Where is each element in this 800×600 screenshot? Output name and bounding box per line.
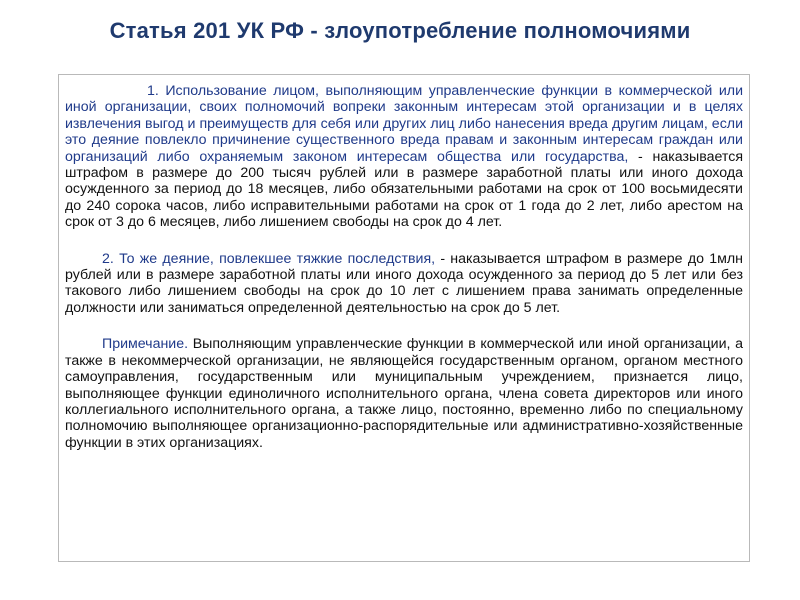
note-body: Выполняющим управленческие функции в коммерческой или иной организации, а также в некоммерческой организации, не являющейся государственным органом, органом местного самоуправления, государственным или муниципальным учреждением, признается лицо, выполняющее функции единоличного исполнительного органа, члена совета директоров или иного коллегиального исполнительного органа, а также лицо, постоянно, временно либо по специальному полномочию выполняющее организационно-распорядительные или административно-хозяйственные функции в этих организациях. — [65, 336, 743, 451]
part-2-sanction: - наказывается штрафом в размере до 1млн рублей или в размере заработной платы или иного дохода осужденного за период до 5 лет или без такового либо лишением свободы на срок до 10 лет с лишением права занимать определенные должности или заниматься определенной деятельностью на срок до 5 лет. — [65, 250, 743, 316]
paragraph-note — [65, 336, 743, 451]
article-text-box — [58, 74, 750, 562]
part-1-disposition: 1. Использование лицом, выполняющим управленческие функции в коммерческой или иной организации, своих полномочий вопреки законным интересам этой организации и в целях извлечения выгод и преимуществ для себя или других лиц либо нанесения вреда другим лицам, если это деяние повлекло причинение существенного вреда правам и законным интересам граждан или организаций либо охраняемым законом интересам общества или государства, — [65, 83, 743, 165]
part-2-disposition: 2. То же деяние, повлекшее тяжкие последствия, — [102, 250, 436, 267]
note-heading: Примечание. — [102, 336, 189, 353]
paragraph-part-1 — [65, 83, 743, 231]
slide-title: Статья 201 УК РФ - злоупотребление полномочиями — [109, 18, 691, 43]
part-1-sanction: - наказывается штрафом в размере до 200 тысяч рублей или в размере заработной платы или иного дохода осужденного за период до 18 месяцев, либо обязательными работами на срок от 100 восьмидесяти до 240 сорока часов, либо исправительными работами на срок от 1 года до 2 лет, либо арестом на срок от 3 до 6 месяцев, либо лишением свободы на срок до 4 лет. — [65, 148, 743, 231]
paragraph-part-2 — [65, 251, 743, 317]
